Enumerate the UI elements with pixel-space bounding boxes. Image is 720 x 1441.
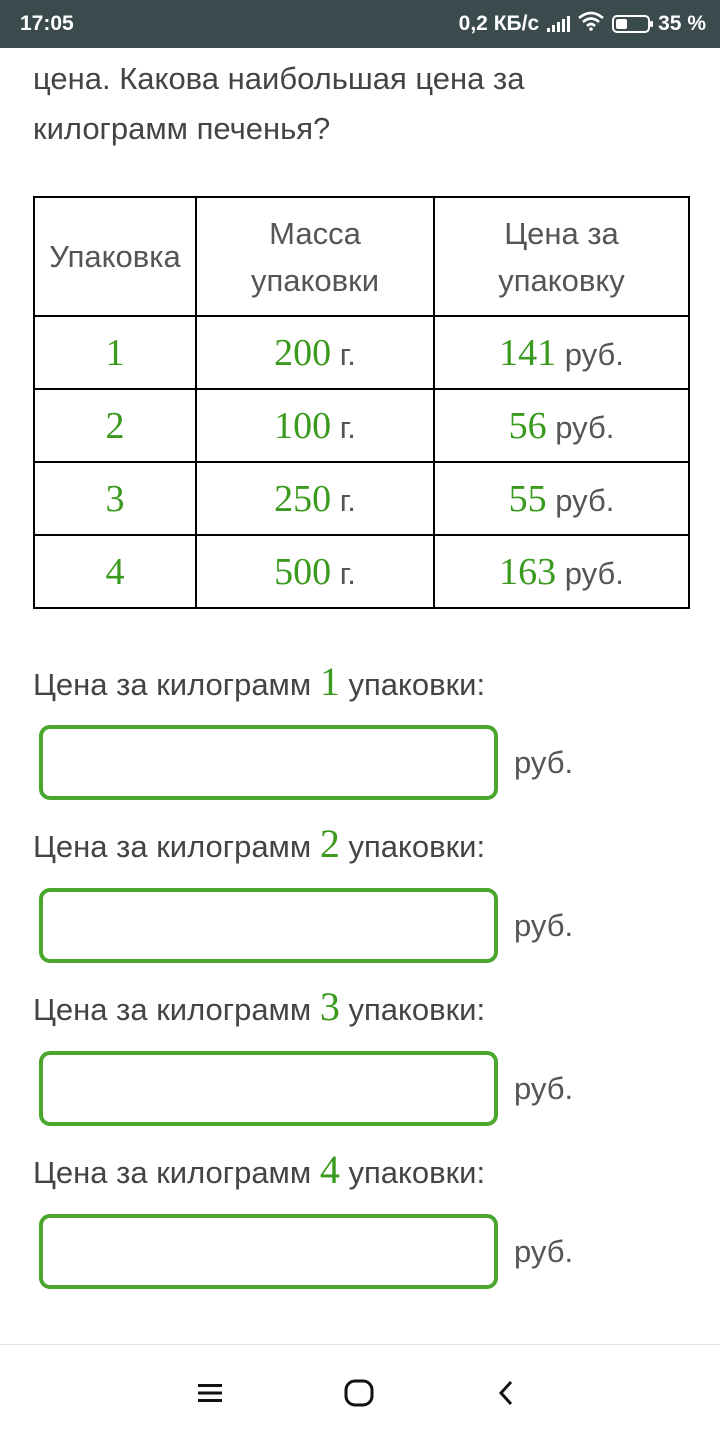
packages-table	[33, 196, 690, 609]
answer-unit-1: руб.	[514, 745, 574, 780]
home-icon[interactable]	[339, 1373, 379, 1413]
status-indicators	[459, 11, 706, 37]
answer-input-1[interactable]	[39, 725, 498, 800]
answer-unit-4: руб.	[514, 1234, 574, 1269]
answer-unit-2: руб.	[514, 908, 574, 943]
cell-price: 141 руб.	[434, 316, 689, 389]
status-bar	[0, 0, 720, 48]
answer-label-2: Цена за килограмм 2 упаковки:	[33, 821, 486, 866]
cell-mass: 250 г.	[196, 462, 434, 535]
cell-pack: 4	[34, 535, 196, 608]
header-price: Цена за упаковку	[434, 197, 689, 316]
cell-pack: 3	[34, 462, 196, 535]
status-time: 17:05	[20, 12, 74, 35]
wifi-icon	[578, 11, 604, 37]
question-text: цена. Какова наибольшая цена за килограмм печенья?	[33, 61, 525, 146]
table-row	[34, 389, 689, 462]
answer-label-1: Цена за килограмм 1 упаковки:	[33, 659, 486, 704]
answer-label-4: Цена за килограмм 4 упаковки:	[33, 1147, 486, 1192]
menu-icon[interactable]	[190, 1373, 230, 1413]
cell-price: 55 руб.	[434, 462, 689, 535]
answer-unit-3: руб.	[514, 1071, 574, 1106]
header-mass: Масса упаковки	[196, 197, 434, 316]
table-header-row	[34, 197, 689, 316]
cell-price: 56 руб.	[434, 389, 689, 462]
navigation-bar	[0, 1344, 720, 1441]
answer-input-2[interactable]	[39, 888, 498, 963]
cell-mass: 100 г.	[196, 389, 434, 462]
cell-mass: 500 г.	[196, 535, 434, 608]
answer-input-4[interactable]	[39, 1214, 498, 1289]
battery-icon	[612, 15, 650, 33]
table-row	[34, 316, 689, 389]
cell-price: 163 руб.	[434, 535, 689, 608]
header-pack: Упаковка	[34, 197, 196, 316]
signal-icon	[547, 16, 570, 32]
table-row	[34, 535, 689, 608]
cell-pack: 2	[34, 389, 196, 462]
answer-label-3: Цена за килограмм 3 упаковки:	[33, 984, 486, 1029]
cell-mass: 200 г.	[196, 316, 434, 389]
back-icon[interactable]	[486, 1373, 526, 1413]
network-speed: 0,2 КБ/с	[458, 12, 540, 35]
answer-input-3[interactable]	[39, 1051, 498, 1126]
table-row	[34, 462, 689, 535]
battery-percent: 35 %	[658, 12, 706, 35]
cell-pack: 1	[34, 316, 196, 389]
